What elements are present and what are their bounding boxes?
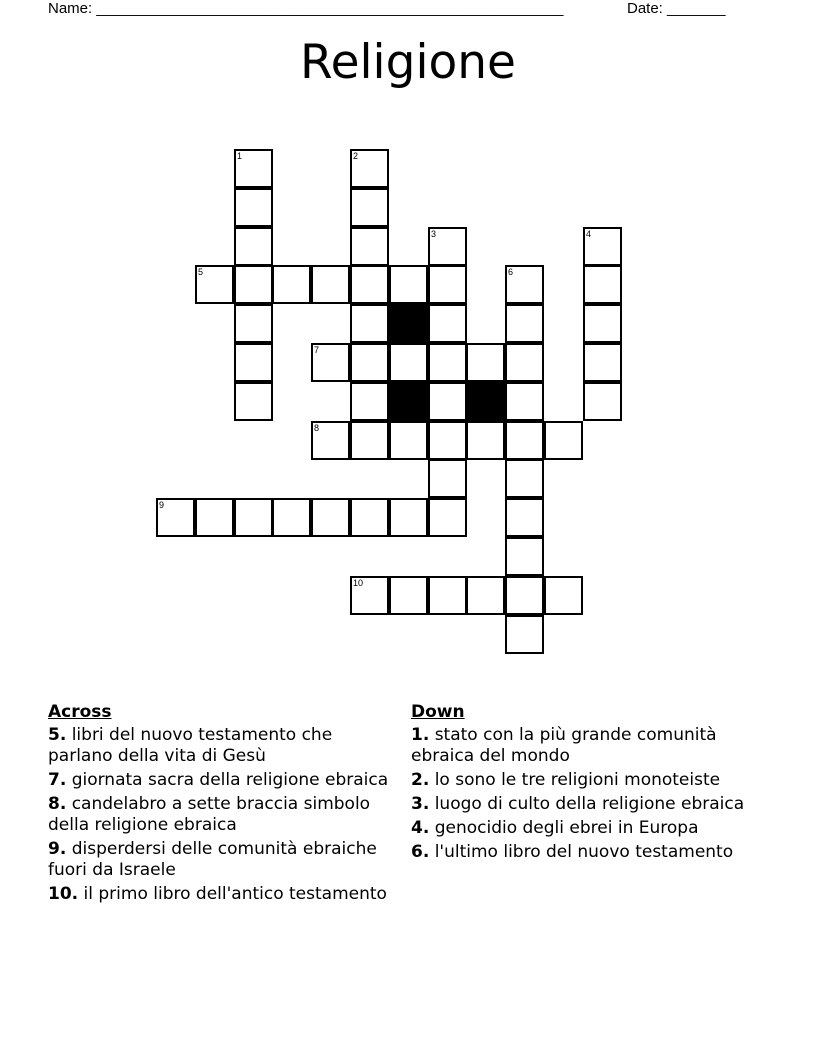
date-field: Date: _______ xyxy=(627,0,726,17)
crossword-cell[interactable] xyxy=(350,149,389,188)
crossword-cell[interactable] xyxy=(428,459,467,498)
crossword-cell[interactable] xyxy=(505,459,544,498)
clue-down-2 xyxy=(411,770,756,791)
clue-text: giornata sacra della religione ebraica xyxy=(71,770,389,790)
clue-text: luogo di culto della religione ebraica xyxy=(434,794,745,814)
crossword-cell[interactable] xyxy=(350,304,389,343)
clue-number: 8. xyxy=(48,794,67,814)
clue-number: 5. xyxy=(48,725,67,745)
crossword-cell[interactable] xyxy=(428,265,467,304)
cell-number: 6 xyxy=(508,267,514,277)
clue-text: genocidio degli ebrei in Europa xyxy=(434,818,699,838)
crossword-cell[interactable] xyxy=(428,227,467,266)
crossword-cell[interactable] xyxy=(234,188,273,227)
crossword-cell[interactable] xyxy=(583,382,622,421)
across-clues xyxy=(48,702,393,908)
crossword-cell[interactable] xyxy=(505,421,544,460)
clue-across-8 xyxy=(48,794,393,836)
crossword-cell[interactable] xyxy=(234,227,273,266)
crossword-cell[interactable] xyxy=(466,421,505,460)
crossword-cell[interactable] xyxy=(234,343,273,382)
clue-number: 6. xyxy=(411,842,430,862)
crossword-cell[interactable] xyxy=(272,265,311,304)
crossword-cell[interactable] xyxy=(350,498,389,537)
crossword-cell[interactable] xyxy=(311,421,350,460)
crossword-cell[interactable] xyxy=(195,498,234,537)
cell-number: 2 xyxy=(353,151,359,161)
clue-number: 3. xyxy=(411,794,430,814)
cell-number: 7 xyxy=(314,345,320,355)
crossword-cell[interactable] xyxy=(583,304,622,343)
cell-number: 9 xyxy=(159,500,165,510)
crossword-cell[interactable] xyxy=(505,498,544,537)
crossword-cell[interactable] xyxy=(156,498,195,537)
crossword-cell[interactable] xyxy=(583,343,622,382)
crossword-cell[interactable] xyxy=(234,265,273,304)
cell-number: 10 xyxy=(353,578,364,588)
crossword-cell[interactable] xyxy=(428,343,467,382)
crossword-cell[interactable] xyxy=(350,265,389,304)
crossword-cell[interactable] xyxy=(505,343,544,382)
crossword-cell[interactable] xyxy=(311,265,350,304)
crossword-cell[interactable] xyxy=(544,576,583,615)
clue-down-3 xyxy=(411,794,756,815)
cell-number: 1 xyxy=(237,151,243,161)
crossword-cell[interactable] xyxy=(466,576,505,615)
down-heading: Down xyxy=(411,702,465,722)
crossword-cell[interactable] xyxy=(234,149,273,188)
clue-across-7 xyxy=(48,770,393,791)
crossword-cell[interactable] xyxy=(389,498,428,537)
crossword-cell[interactable] xyxy=(505,576,544,615)
crossword-cell[interactable] xyxy=(583,227,622,266)
crossword-cell[interactable] xyxy=(428,576,467,615)
clue-text: stato con la più grande comunità ebraica del mondo xyxy=(411,725,717,766)
clue-down-6 xyxy=(411,842,756,863)
crossword-cell[interactable] xyxy=(234,304,273,343)
clue-down-4 xyxy=(411,818,756,839)
crossword-cell[interactable] xyxy=(428,498,467,537)
clue-across-5 xyxy=(48,725,393,767)
crossword-cell[interactable] xyxy=(505,537,544,576)
cell-number: 3 xyxy=(431,229,437,239)
clue-number: 10. xyxy=(48,884,79,904)
clue-number: 1. xyxy=(411,725,430,745)
down-clues xyxy=(411,702,756,866)
crossword-block xyxy=(466,382,505,421)
crossword-cell[interactable] xyxy=(505,615,544,654)
clue-across-9 xyxy=(48,839,393,881)
clue-number: 9. xyxy=(48,839,67,859)
crossword-cell[interactable] xyxy=(311,343,350,382)
clue-number: 2. xyxy=(411,770,430,790)
crossword-cell[interactable] xyxy=(544,421,583,460)
crossword-block xyxy=(389,304,428,343)
crossword-cell[interactable] xyxy=(389,576,428,615)
crossword-cell[interactable] xyxy=(389,265,428,304)
clue-number: 4. xyxy=(411,818,430,838)
crossword-cell[interactable] xyxy=(428,382,467,421)
clue-text: l'ultimo libro del nuovo testamento xyxy=(434,842,734,862)
crossword-cell[interactable] xyxy=(389,343,428,382)
crossword-cell[interactable] xyxy=(428,421,467,460)
crossword-cell[interactable] xyxy=(234,498,273,537)
crossword-cell[interactable] xyxy=(350,227,389,266)
page-title: Religione xyxy=(300,35,516,90)
cell-number: 5 xyxy=(198,267,204,277)
crossword-cell[interactable] xyxy=(350,421,389,460)
crossword-cell[interactable] xyxy=(505,304,544,343)
clue-text: il primo libro dell'antico testamento xyxy=(83,884,387,904)
crossword-cell[interactable] xyxy=(350,343,389,382)
crossword-cell[interactable] xyxy=(350,188,389,227)
clue-text: lo sono le tre religioni monoteiste xyxy=(434,770,721,790)
name-field: Name: ________________________________________________________ xyxy=(48,0,564,17)
crossword-cell[interactable] xyxy=(311,498,350,537)
clue-across-10 xyxy=(48,884,393,905)
crossword-cell[interactable] xyxy=(505,382,544,421)
crossword-block xyxy=(389,382,428,421)
crossword-cell[interactable] xyxy=(350,382,389,421)
crossword-cell[interactable] xyxy=(505,265,544,304)
crossword-cell[interactable] xyxy=(428,304,467,343)
clue-text: candelabro a sette braccia simbolo della religione ebraica xyxy=(48,794,371,835)
clue-number: 7. xyxy=(48,770,67,790)
crossword-cell[interactable] xyxy=(466,343,505,382)
clue-down-1 xyxy=(411,725,756,767)
crossword-cell[interactable] xyxy=(272,498,311,537)
crossword-cell[interactable] xyxy=(195,265,234,304)
crossword-cell[interactable] xyxy=(234,382,273,421)
clue-text: libri del nuovo testamento che parlano della vita di Gesù xyxy=(48,725,333,766)
crossword-cell[interactable] xyxy=(389,421,428,460)
clue-text: disperdersi delle comunità ebraiche fuori da Israele xyxy=(48,839,377,880)
cell-number: 4 xyxy=(586,229,592,239)
across-heading: Across xyxy=(48,702,112,722)
crossword-cell[interactable] xyxy=(583,265,622,304)
cell-number: 8 xyxy=(314,423,320,433)
crossword-cell[interactable] xyxy=(350,576,389,615)
